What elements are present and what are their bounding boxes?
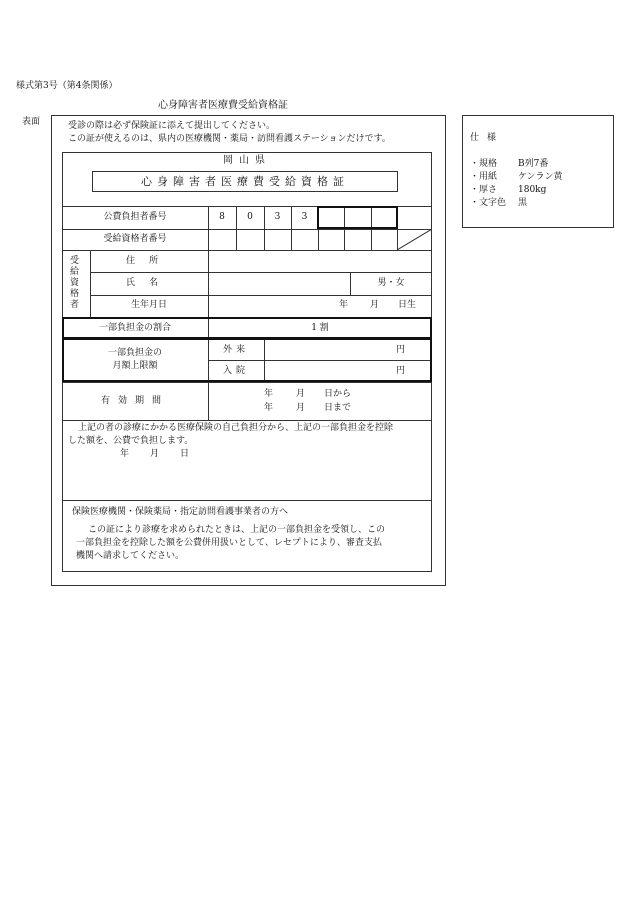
prefecture-name: 岡山県 — [223, 155, 271, 166]
providers-line-1: この証により診療を求められたときは、上記の一部負担金を受領し、この — [88, 525, 386, 535]
payer-number-label: 公費負担者番号 — [103, 212, 167, 222]
validity-label: 有効期間 — [100, 396, 169, 406]
spec-value: 黒 — [518, 198, 528, 208]
spec-value: 180kg — [518, 185, 547, 195]
recipient-diagonal — [397, 229, 432, 250]
copay-ratio-label: 一部負担金の割合 — [98, 323, 171, 333]
payer-digit: 0 — [247, 212, 253, 222]
spec-key: ・厚さ — [470, 185, 498, 195]
qualified-person-vertical-label: 受給資格者 — [70, 256, 80, 310]
copay-limit-label-2: 月額上限額 — [112, 361, 158, 371]
validity-to-month: 月 — [296, 403, 306, 413]
statement-day: 日 — [180, 449, 190, 459]
outpatient-label: 外来 — [222, 345, 249, 355]
payer-digits-highlight — [317, 206, 398, 229]
validity-from-day: 日から — [324, 389, 352, 399]
providers-line-3: 機関へ請求してください。 — [76, 551, 185, 561]
statement-line-2: した額を、公費で負担します。 — [68, 436, 194, 446]
copay-limit-label-1: 一部負担金の — [107, 348, 162, 358]
birth-month: 月 — [370, 300, 380, 310]
spec-key: ・用紙 — [470, 172, 498, 182]
form-title: 心身障害者医療費受給資格証 — [158, 100, 288, 111]
validity-from-year: 年 — [264, 389, 274, 399]
recipient-number-label: 受給資格者番号 — [103, 234, 167, 244]
providers-line-2: 一部負担金を控除した額を公費併用扱いとして、レセプトにより、審査支払 — [76, 538, 382, 548]
providers-heading: 保険医療機関・保険薬局・指定訪問看護事業者の方へ — [72, 507, 289, 517]
validity-from-month: 月 — [296, 389, 306, 399]
spec-title: 仕様 — [470, 133, 505, 143]
card-title: 心身障害者医療費受給資格証 — [141, 175, 349, 188]
gender-options: 男・女 — [377, 278, 405, 288]
copay-ratio-value: 1 割 — [311, 323, 329, 333]
validity-to-day: 日まで — [324, 403, 352, 413]
birth-date-label: 生年月日 — [130, 300, 167, 310]
side-label: 表面 — [22, 117, 41, 127]
name-label: 氏名 — [125, 278, 172, 288]
payer-digit: 8 — [219, 212, 225, 222]
address-label: 住所 — [125, 256, 172, 266]
statement-year: 年 — [120, 449, 130, 459]
form-number: 様式第3号（第4条関係） — [16, 81, 118, 91]
statement-month: 月 — [150, 449, 160, 459]
validity-to-year: 年 — [264, 403, 274, 413]
outpatient-yen: 円 — [396, 345, 406, 355]
payer-digit: 3 — [301, 212, 308, 222]
birth-year: 年 — [339, 300, 349, 310]
birth-day: 日生 — [398, 300, 417, 310]
statement-line-1: 上記の者の診療にかかる医療保険の自己負担分から、上記の一部負担金を控除 — [78, 423, 394, 433]
spec-value: B列7番 — [518, 159, 549, 169]
notice-line-1: 受診の際は必ず保険証に添えて提出してください。 — [68, 121, 276, 131]
spec-key: ・規格 — [470, 159, 498, 169]
spec-key: ・文字色 — [470, 198, 507, 208]
payer-digit: 3 — [274, 212, 281, 222]
notice-line-2: この証が使えるのは、県内の医療機関・薬局・訪問看護ステーションだけです。 — [68, 134, 391, 144]
spec-value: ケンラン黄 — [518, 172, 563, 182]
inpatient-yen: 円 — [396, 366, 406, 376]
inpatient-label: 入院 — [222, 366, 249, 376]
